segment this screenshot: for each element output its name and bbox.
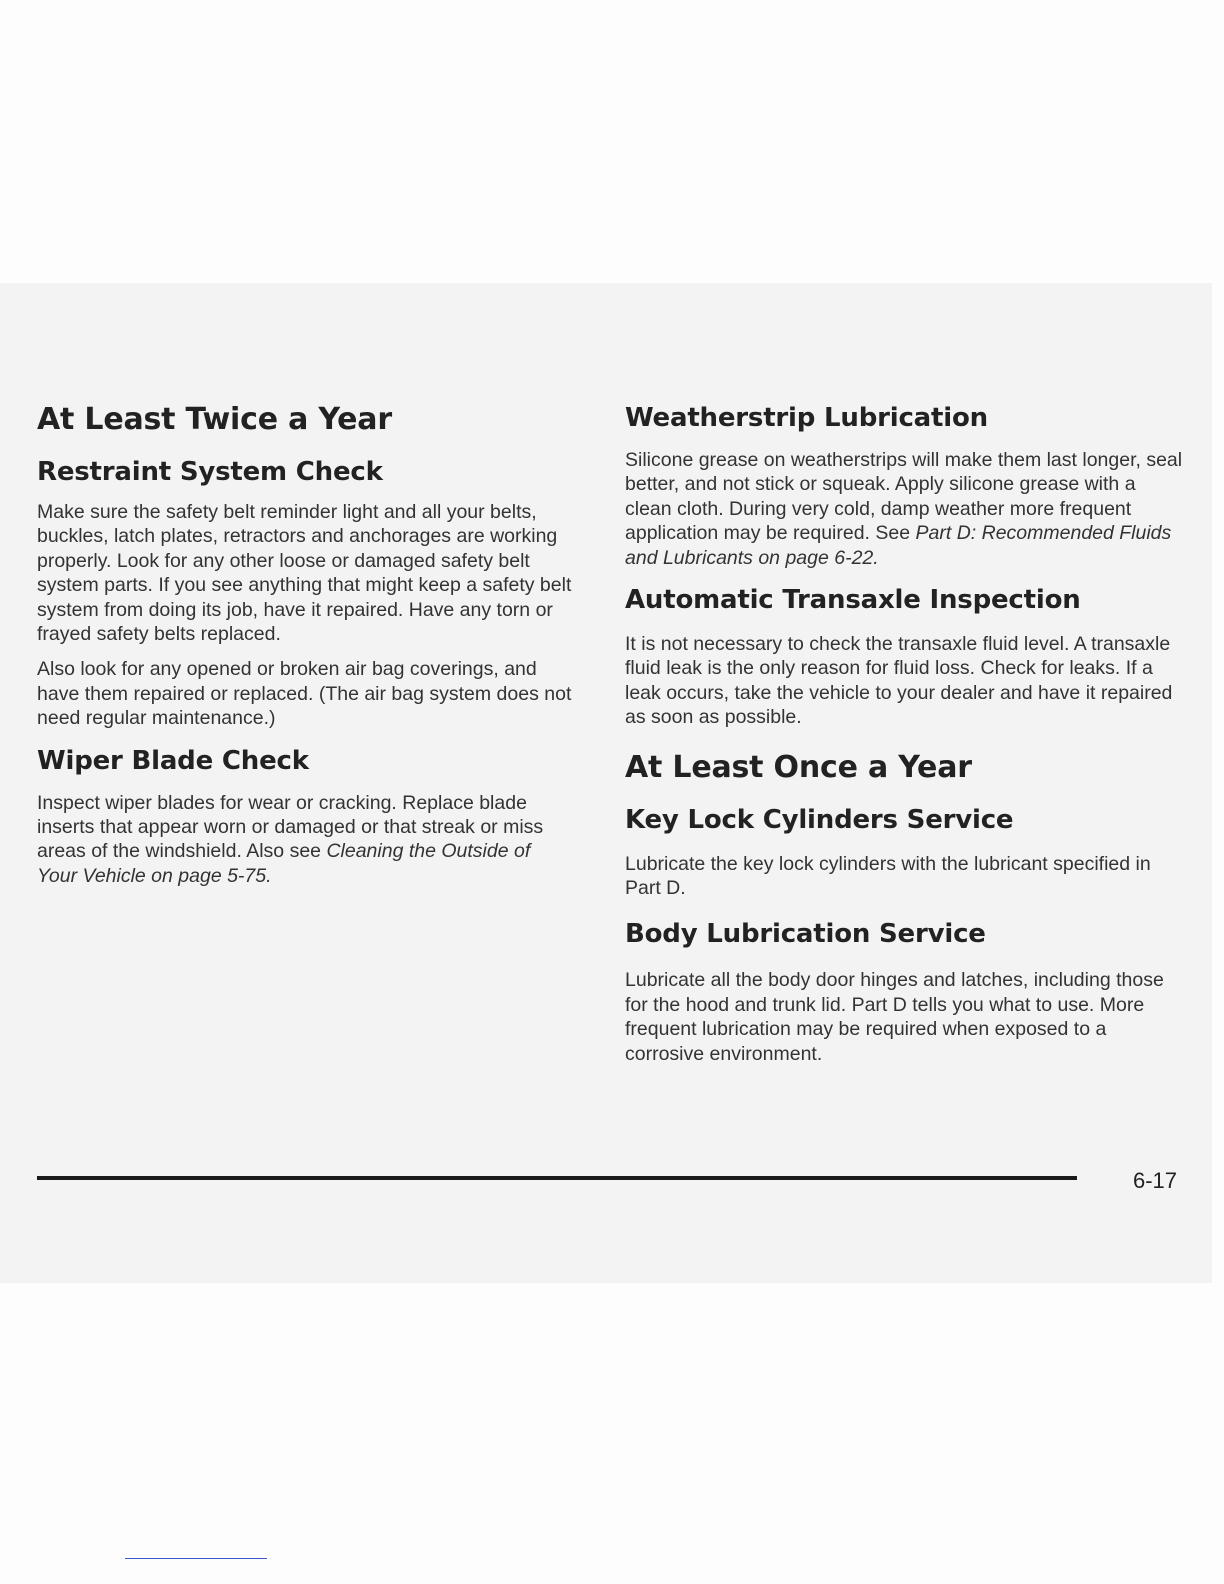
wiper-blade-check-title: Wiper Blade Check — [37, 745, 309, 776]
right-column — [625, 400, 1185, 1066]
weatherstrip-text: Silicone grease on weatherstrips will make them last longer, seal better, and not stick or squeak. Apply silicone grease with a clean cloth. During very cold, damp weather more frequent application may be required. See — [625, 449, 1183, 545]
transaxle-inspection-title: Automatic Transaxle Inspection — [625, 585, 1081, 616]
body-lubrication-title: Body Lubrication Service — [625, 919, 986, 950]
left-column — [37, 400, 572, 888]
bottom-link-underline — [125, 1558, 267, 1559]
weatherstrip-lubrication-title: Weatherstrip Lubrication — [625, 403, 988, 433]
weatherstrip-reference: Part D: Recommended Fluids and Lubricants on page 6-22. — [625, 522, 1172, 569]
wiper-text: Inspect wiper blades for wear or cracking. Replace blade inserts that appear worn or damaged or that streak or miss areas of the windshield. Also see — [37, 791, 544, 863]
key-lock-paragraph: Lubricate the key lock cylinders with the lubricant specified in Part D. — [625, 852, 1151, 900]
restraint-paragraph-2: Also look for any opened or broken air bag coverings, and have them repaired or replaced. (The air bag system does not need regular maintenance.) — [37, 658, 572, 730]
restraint-system-check-title: Restraint System Check — [37, 457, 383, 487]
page-number: 6-17 — [1133, 1168, 1178, 1193]
wiper-paragraph — [37, 791, 572, 889]
section-heading-once-a-year: At Least Once a Year — [625, 749, 972, 785]
transaxle-paragraph: It is not necessary to check the transaxle fluid level. A transaxle fluid leak is the only reason for fluid loss. Check for leaks. If a leak occurs, take the vehicle to your dealer and have it repaired as soon as possible. — [625, 633, 1173, 729]
restraint-paragraph-1: Make sure the safety belt reminder light and all your belts, buckles, latch plates, retractors and anchorages are working properly. Look for any other loose or damaged safety belt system parts. If you see anything that might keep a safety belt system from doing its job, have it repaired. Have any torn or frayed safety belts replaced. — [37, 501, 572, 646]
footer-rule — [37, 1176, 1077, 1180]
wiper-reference: Cleaning the Outside of Your Vehicle on page 5-75. — [37, 840, 531, 887]
section-heading-twice-a-year: At Least Twice a Year — [37, 402, 392, 437]
body-lubrication-paragraph: Lubricate all the body door hinges and latches, including those for the hood and trunk lid. Part D tells you what to use. More frequent lubrication may be required when exposed to a corrosive environment. — [625, 969, 1164, 1065]
key-lock-cylinders-title: Key Lock Cylinders Service — [625, 804, 1014, 835]
weatherstrip-paragraph — [625, 448, 1185, 570]
